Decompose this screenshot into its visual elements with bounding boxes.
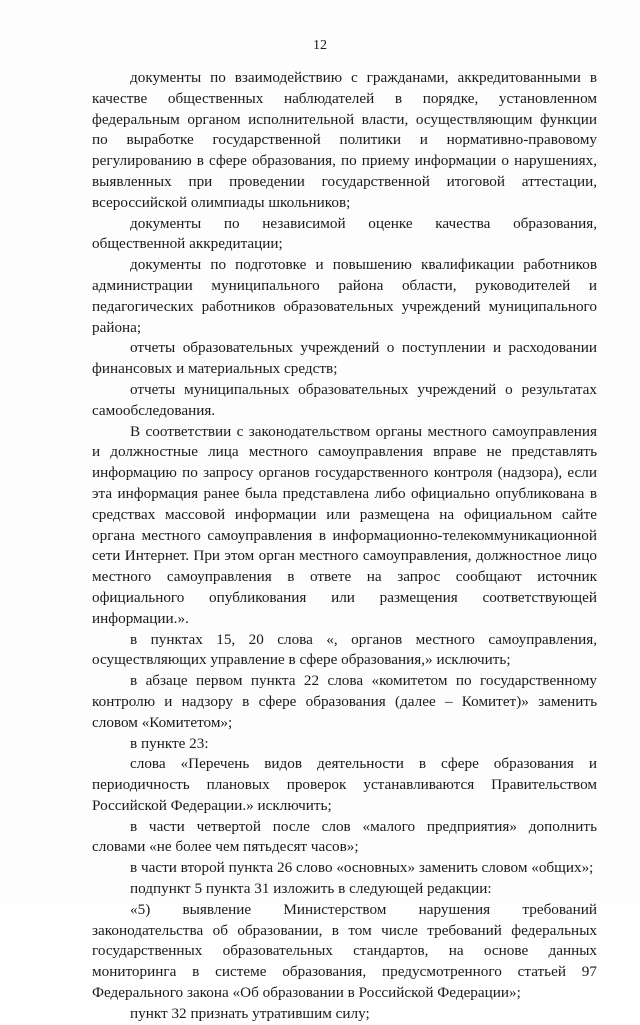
- paragraph: в пункте 23:: [130, 734, 209, 752]
- paragraph: слова «Перечень видов деятельности в сфере образования и периодичность плановых проверок устанавливаются Правительством Российской Федерации.» исключить;: [92, 755, 597, 814]
- paragraph: в пунктах 15, 20 слова «, органов местного самоуправления, осуществляющих управление в сфере образования,» исключить;: [92, 630, 597, 669]
- paragraph: В соответствии с законодательством органы местного самоуправления и должностные лица местного самоуправления вправе не представлять информацию по запросу органов государственного контроля (надзора), если эта информация ранее была представлена либо официально опубликована в средствах массовой информации или размещена на официальном сайте органа местного самоуправления в информационно-телекоммуникационной сети Интернет. При этом орган местного самоуправления, должностное лицо местного самоуправления в ответе на запрос сообщают источник официального опубликования или размещения соответствующей информации.».: [92, 422, 597, 627]
- paragraph: подпункт 5 пункта 31 изложить в следующей редакции:: [130, 880, 492, 898]
- paragraph: в части четвертой после слов «малого предприятия» дополнить словами «не более чем пятьдесят часов»;: [92, 817, 597, 856]
- paragraph: документы по независимой оценке качества образования, общественной аккредитации;: [92, 214, 597, 253]
- paragraph: отчеты муниципальных образовательных учреждений о результатах самообследования.: [92, 380, 597, 419]
- document-body: [92, 68, 597, 1025]
- paragraph: документы по взаимодействию с гражданами, аккредитованными в качестве общественных наблюдателей в порядке, установленном федеральным органом исполнительной власти, осуществляющим функции по выработке государственной политики и нормативно-правовому регулированию в сфере образования, по приему информации о нарушениях, выявленных при проведении государственной итоговой аттестации, всероссийской олимпиады школьников;: [92, 69, 597, 211]
- paragraph: пункт 32 признать утратившим силу;: [130, 1004, 370, 1022]
- paragraph: в абзаце первом пункта 22 слова «комитетом по государственному контролю и надзору в сфере образования (далее – Комитет)» заменить словом «Комитетом»;: [92, 672, 597, 731]
- paragraph: отчеты образовательных учреждений о поступлении и расходовании финансовых и материальных средств;: [92, 339, 597, 378]
- page-number: 12: [313, 38, 327, 53]
- paragraph: «5) выявление Министерством нарушения требований законодательства об образовании, в том числе требований федеральных государственных образовательных стандартов, на основе данных мониторинга в системе образования, предусмотренного статьей 97 Федерального закона «Об образовании в Российской Федерации»;: [92, 900, 597, 1002]
- paragraph: документы по подготовке и повышению квалификации работников администрации муниципального района области, руководителей и педагогических работников образовательных учреждений муниципального района;: [92, 256, 597, 336]
- paragraph: в части второй пункта 26 слово «основных» заменить словом «общих»;: [130, 859, 594, 877]
